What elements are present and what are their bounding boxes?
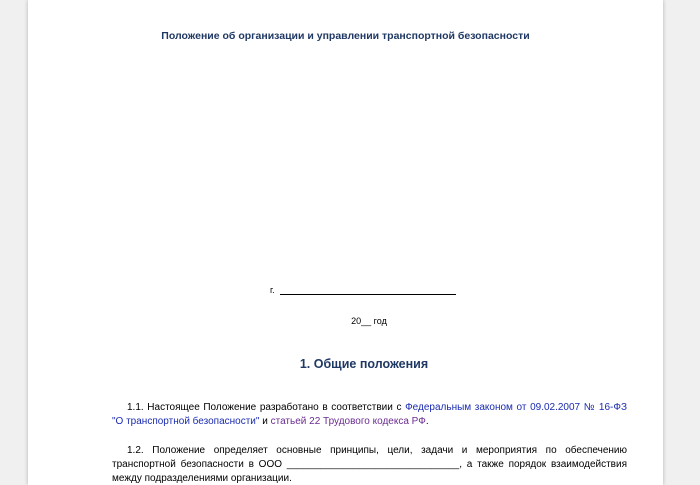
- paragraph-1-2: 1.2. Положение определяет основные принципы, цели, задачи и мероприятия по обеспечению транспортной безопасности в ООО _______________________________, а также порядок взаимодействия между подразделениями организации.: [112, 445, 627, 484]
- place-line: [270, 284, 456, 295]
- paragraph-1-1: [112, 401, 627, 429]
- document-title: Положение об организации и управлении транспортной безопасности: [161, 30, 530, 42]
- paragraph-1-1-text-c: .: [425, 416, 429, 427]
- year-line: 20__ год: [351, 316, 387, 326]
- federal-law-link[interactable]: Федеральным законом от 09.02.2007 № 16-ФЗ "О транспортной безопасности": [112, 402, 628, 427]
- place-prefix: г.: [270, 285, 275, 295]
- section-heading-general: 1. Общие положения: [299, 357, 429, 371]
- document-page: [28, 0, 663, 485]
- place-blank-line: [280, 284, 456, 295]
- paragraph-1-1-text-b: и: [259, 416, 271, 427]
- labor-code-link[interactable]: статьей 22 Трудового кодекса РФ: [270, 416, 426, 427]
- paragraph-1-1-text-a: 1.1. Настоящее Положение разработано в соответствии с: [127, 402, 406, 413]
